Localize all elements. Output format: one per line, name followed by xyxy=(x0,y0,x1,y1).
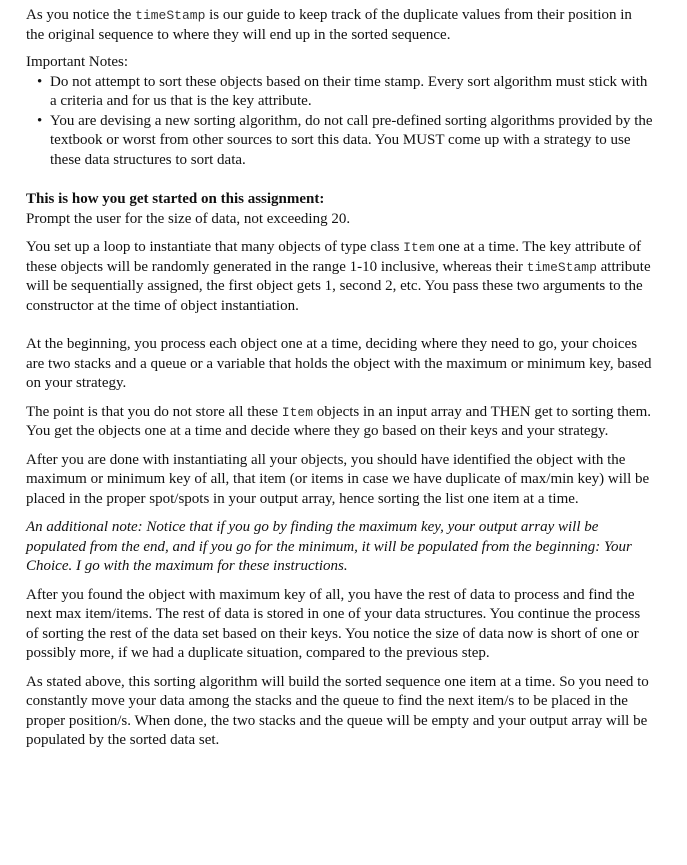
timestamp-code: timeStamp xyxy=(526,259,597,275)
important-notes xyxy=(26,53,653,170)
intro-text-end: is our guide to keep track of the duplicate values from their position in the original sequence to where they will end up in the sorted sequence. xyxy=(26,7,632,43)
item-class-code: Item xyxy=(403,240,435,255)
loop-text-1: You set up a loop to instantiate that many objects of type class xyxy=(26,239,404,255)
point-text-2: objects in an input array and THEN get to sorting them. You get the objects one at a time and decide where they go based on their keys and your strategy. xyxy=(26,403,651,439)
timestamp-code: timeStamp xyxy=(135,8,206,23)
note-text: You are devising a new sorting algorithm, do not call pre-defined sorting algorithms provided by the textbook or worst from other sources to sort this data. You MUST come up with a strategy to use these data structures to sort data. xyxy=(50,112,653,168)
after-paragraph: After you are done with instantiating all your objects, you should have identified the object with the maximum or minimum key of all, that item (or items in case we have duplicate of max/min key) will be placed in the proper spot/spots in your output array, hence sorting the list one item at a time. xyxy=(26,451,650,507)
max-paragraph: After you found the object with maximum key of all, you have the rest of data to process and find the next max item/items. The rest of data is stored in one of your data structures. You continue the process of sorting the rest of the data set based on their keys. You notice the size of data now is short of one or possibly more, if we had a duplicate situation, compared to the previous step. xyxy=(26,586,641,661)
intro-paragraph xyxy=(26,6,653,45)
getting-started-section xyxy=(26,190,653,229)
loop-text-3: attribute will be sequentially assigned, the first object gets 1, second 2, etc. You pass these two arguments to the constructor at the time of object instantiation. xyxy=(26,258,651,314)
beginning-paragraph: At the beginning, you process each object one at a time, deciding where they need to go, your choices are two stacks and a queue or a variable that holds the object with the maximum or minimum key, based on your strategy. xyxy=(26,336,652,391)
point-text-1: The point is that you do not store all these xyxy=(26,403,282,420)
note-text: Do not attempt to sort these objects based on their time stamp. Every sort algorithm must stick with a criteria and for us that is the key attribute. xyxy=(50,73,648,109)
bullet-icon: • xyxy=(37,112,43,129)
stated-paragraph: As stated above, this sorting algorithm will build the sorted sequence one item at a time. So you need to constantly move your data among the stacks and the queue to find the next item/s to be placed in the proper position/s. When done, the two stacks and the queue will be empty and your output array will be populated by the sorted data set. xyxy=(26,673,649,748)
note-item xyxy=(38,112,653,171)
getting-started-heading: This is how you get started on this assignment: xyxy=(26,191,325,207)
loop-paragraph xyxy=(26,238,653,316)
point-paragraph xyxy=(26,403,653,442)
loop-text-2: one at a time. The key attribute of these objects will be randomly generated in the range 1-10 inclusive, whereas their xyxy=(26,239,642,275)
prompt-text: Prompt the user for the size of data, not exceeding 20. xyxy=(26,210,351,227)
item-class-code: Item xyxy=(281,404,314,420)
intro-text-start: As you notice the xyxy=(26,7,136,23)
notes-title: Important Notes: xyxy=(26,54,129,70)
note-item xyxy=(38,73,653,112)
bullet-icon: • xyxy=(37,73,43,90)
additional-note-paragraph: An additional note: Notice that if you go by finding the maximum key, your output array will be populated from the end, and if you go for the minimum, it will be populated from the beginning: Your Choice. I go with the maximum for these instructions. xyxy=(26,519,632,574)
notes-list xyxy=(26,73,653,171)
